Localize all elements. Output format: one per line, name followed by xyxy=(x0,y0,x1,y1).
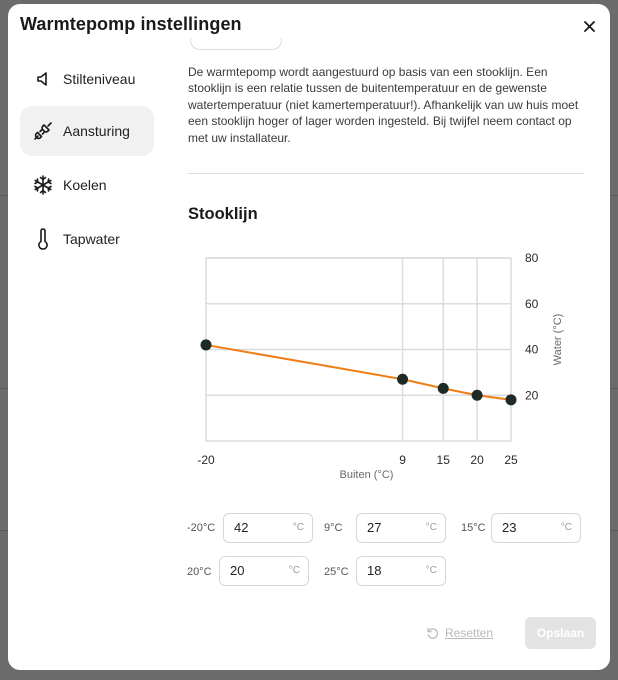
y-axis-label: Water (°C) xyxy=(552,313,564,366)
modal-title: Warmtepomp instellingen xyxy=(20,14,242,34)
field-label: 9°C xyxy=(324,522,343,534)
divider xyxy=(188,173,584,174)
sidebar-item-tapwater[interactable] xyxy=(20,214,154,264)
field-label: 20°C xyxy=(187,566,212,578)
plug-icon xyxy=(32,120,54,142)
save-button[interactable]: Opslaan xyxy=(525,617,596,649)
unit-label: °C xyxy=(292,522,304,533)
sidebar-item-label: Stilteniveau xyxy=(63,71,136,87)
section-title: Stooklijn xyxy=(188,205,258,223)
close-icon xyxy=(584,21,595,32)
sidebar-item-label: Tapwater xyxy=(63,231,120,247)
field-label: 15°C xyxy=(461,522,486,534)
temperature-input[interactable] xyxy=(230,563,280,578)
scrolled-button-edge xyxy=(190,38,282,50)
reset-label: Resetten xyxy=(445,626,494,640)
temperature-input[interactable] xyxy=(502,520,552,535)
unit-label: °C xyxy=(425,565,437,576)
x-tick-label: 9 xyxy=(399,453,406,467)
y-tick-label: 40 xyxy=(525,342,539,357)
speaker-icon xyxy=(32,68,54,90)
temperature-field[interactable] xyxy=(491,513,581,543)
temperature-field[interactable] xyxy=(356,556,446,586)
data-point[interactable] xyxy=(472,390,483,401)
field-label: 25°C xyxy=(324,566,349,578)
unit-label: °C xyxy=(425,522,437,533)
x-tick-label: 25 xyxy=(504,453,518,467)
data-point[interactable] xyxy=(506,394,517,405)
sidebar-item-label: Aansturing xyxy=(63,123,130,139)
unit-label: °C xyxy=(560,522,572,533)
stooklijn-chart[interactable] xyxy=(188,248,568,488)
temperature-input[interactable] xyxy=(234,520,284,535)
y-tick-label: 60 xyxy=(525,296,539,311)
reset-icon xyxy=(426,627,439,640)
temperature-input[interactable] xyxy=(367,563,417,578)
data-point[interactable] xyxy=(201,339,212,350)
temperature-field[interactable] xyxy=(356,513,446,543)
thermometer-icon xyxy=(32,228,54,250)
data-point[interactable] xyxy=(397,374,408,385)
sidebar-item-koelen[interactable] xyxy=(20,160,154,210)
close-button[interactable] xyxy=(579,16,599,36)
data-point[interactable] xyxy=(438,383,449,394)
x-tick-label: 20 xyxy=(470,453,484,467)
settings-modal xyxy=(8,4,610,670)
x-tick-label: -20 xyxy=(197,453,215,467)
sidebar-item-label: Koelen xyxy=(63,177,107,193)
series-line xyxy=(206,345,511,400)
description-text: De warmtepomp wordt aangestuurd op basis van een stooklijn. Een stooklijn is een relatie tussen de buitentemperatuur en de gewenste watertemperatuur (niet kamertemperatuur!). Afhankelijk van uw huis moet een stooklijn hoger of lager worden ingesteld. Bij twijfel neem contact op met uw installateur. xyxy=(188,65,579,145)
y-tick-label: 20 xyxy=(525,388,539,403)
field-label: -20°C xyxy=(187,522,216,534)
snowflake-icon xyxy=(32,174,54,196)
x-axis-label: Buiten (°C) xyxy=(339,469,394,481)
sidebar-item-aansturing[interactable] xyxy=(20,106,154,156)
temperature-input[interactable] xyxy=(367,520,417,535)
reset-button[interactable] xyxy=(426,626,493,640)
sidebar-item-stilteniveau[interactable] xyxy=(20,54,154,104)
unit-label: °C xyxy=(288,565,300,576)
temperature-field[interactable] xyxy=(219,556,309,586)
y-tick-label: 80 xyxy=(525,251,539,265)
temperature-field[interactable] xyxy=(223,513,313,543)
x-tick-label: 15 xyxy=(436,453,450,467)
